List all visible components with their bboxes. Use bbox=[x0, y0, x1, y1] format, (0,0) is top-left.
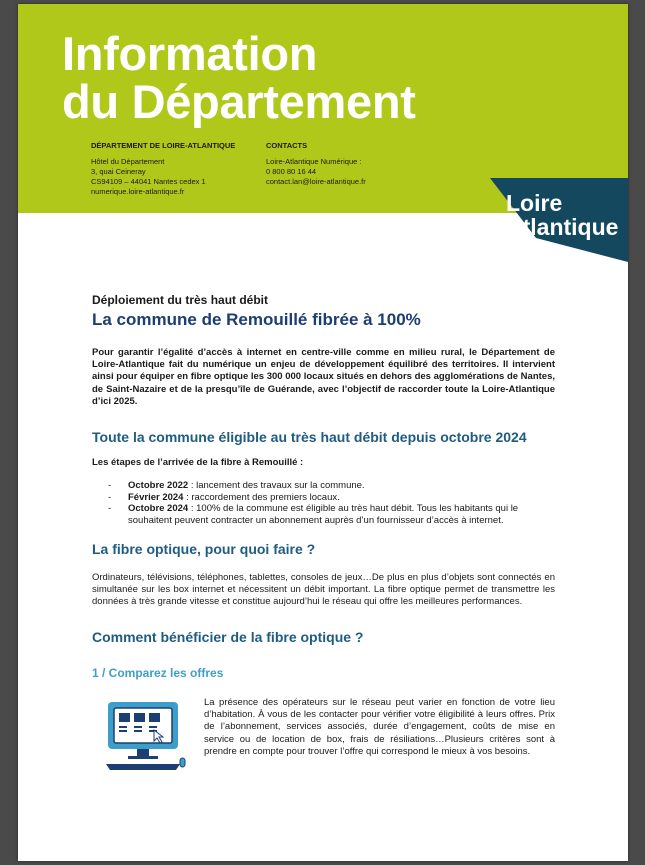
contacts-block bbox=[266, 141, 366, 187]
fiber-usage-paragraph: Ordinateurs, télévisions, téléphones, tablettes, consoles de jeux…De plus en plus d’objets sont connectés en simultanée sur les box internet et nécessitent un débit important. La fibre optique permet de transmettre les données à très grande vitesse et constitue aujourd’hui le réseau qui offre les meilleures performances. bbox=[92, 572, 555, 608]
address-line: 3, quai Ceineray bbox=[91, 167, 146, 176]
step-text: : raccordement des premiers locaux. bbox=[183, 491, 340, 503]
article-headline: La commune de Remouillé fibrée à 100% bbox=[92, 310, 421, 329]
logo-text-line-2: Atlantique bbox=[506, 214, 619, 240]
list-item: - Février 2024 : raccordement des premiers locaux. bbox=[108, 491, 340, 503]
page-title bbox=[62, 27, 416, 128]
section-title-how-to: Comment bénéficier de la fibre optique ? bbox=[92, 629, 364, 646]
compare-offers-paragraph: La présence des opérateurs sur le réseau peut varier en fonction de votre lieu d’habitation. À vous de les contacter pour vérifier votre éligibilité à leurs offres. Prix de l’abonnement, services associés, durée d’engagement, coûts de mise en service ou de location de box, frais de résiliations…Plusieurs critères sont à prendre en compte pour trouver l’offre qui correspond le mieux à vos besoins. bbox=[204, 697, 555, 757]
list-item: - Octobre 2022 : lancement des travaux sur la commune. bbox=[108, 480, 365, 492]
step-date: Octobre 2024 bbox=[128, 503, 189, 515]
steps-intro: Les étapes de l’arrivée de la fibre à Remouillé : bbox=[92, 457, 304, 469]
contact-phone[interactable]: 0 800 80 16 44 bbox=[266, 167, 317, 176]
document-page bbox=[18, 4, 628, 861]
compare-offers-block bbox=[92, 697, 555, 787]
address-line: Hôtel du Département bbox=[91, 157, 165, 166]
list-item: - Octobre 2024 : 100% de la commune est éligible au très haut débit. Tous les habitants qui le souhaitent peuvent contracter un abonnement auprès d’un fournisseur d’accès à internet. bbox=[108, 503, 519, 526]
title-line-2: du Département bbox=[62, 75, 416, 128]
step-date: Octobre 2022 bbox=[128, 480, 189, 492]
department-label: DÉPARTEMENT DE LOIRE-ATLANTIQUE bbox=[91, 141, 236, 150]
loire-atlantique-logo bbox=[476, 178, 628, 262]
address-line: CS94109 – 44041 Nantes cedex 1 bbox=[91, 177, 206, 186]
step-date: Février 2024 bbox=[128, 491, 184, 503]
section-title-eligibility: Toute la commune éligible au très haut débit depuis octobre 2024 bbox=[92, 429, 527, 446]
steps-list bbox=[92, 480, 555, 526]
logo-text-line-1: Loire bbox=[506, 190, 563, 216]
step-text: : lancement des travaux sur la commune. bbox=[188, 480, 365, 492]
article-intro: Pour garantir l’égalité d’accès à internet en centre-ville comme en milieu rural, le Département de Loire-Atlantique fait du numérique un enjeu de développement équilibré des territoires. Il intervient ainsi pour équiper en fibre optique les 300 000 locaux situés en dehors des agglomérations de Nantes, de Saint-Nazaire et de la presqu’île de Guérande, avec l’objectif de raccorder toute la Loire-Atlantique d’ici 2025. bbox=[92, 347, 555, 407]
subsection-title-compare-offers: 1 / Comparez les offres bbox=[92, 666, 224, 681]
contact-email-link[interactable]: contact.lan@loire-atlantique.fr bbox=[266, 177, 366, 186]
contact-line: Loire-Atlantique Numérique : bbox=[266, 157, 362, 166]
title-line-1: Information bbox=[62, 27, 318, 80]
website-link[interactable]: numerique.loire-atlantique.fr bbox=[91, 187, 185, 196]
contacts-label: CONTACTS bbox=[266, 141, 308, 150]
step-text: : 100% de la commune est éligible au très haut débit. Tous les habitants qui le souhaitent peuvent contracter un abonnement auprès d’un fournisseur d’accès à internet. bbox=[128, 503, 519, 526]
article-body bbox=[92, 293, 555, 787]
department-address-block bbox=[91, 141, 235, 197]
computer-icon bbox=[106, 700, 186, 772]
section-title-fiber-usage: La fibre optique, pour quoi faire ? bbox=[92, 541, 316, 558]
article-kicker: Déploiement du très haut débit bbox=[92, 293, 269, 307]
